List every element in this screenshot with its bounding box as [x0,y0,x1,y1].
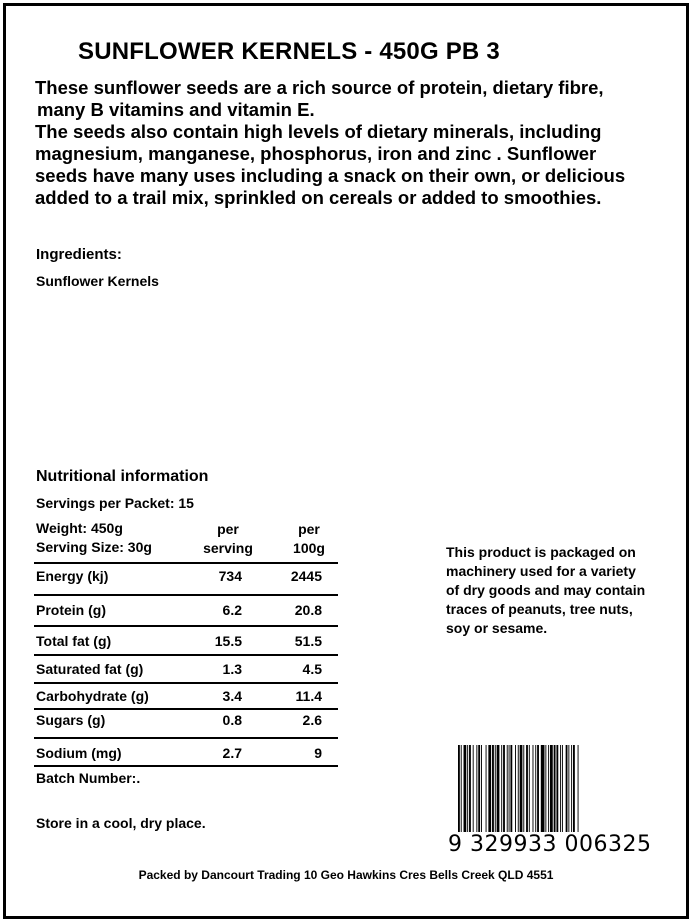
barcode-bar [526,745,528,832]
barcode-bar [529,745,530,832]
product-title: SUNFLOWER KERNELS - 450G PB 3 [78,38,500,65]
barcode-bar [541,745,545,832]
nutrition-table-bottom-rule [34,765,338,767]
batch-number: Batch Number:. [36,770,141,786]
barcode-bar [478,745,480,832]
barcode-bar [495,745,496,832]
barcode-bar [488,745,491,832]
barcode-bar [554,745,556,832]
barcode-bar [545,745,546,832]
barcode-bar [568,745,569,832]
storage-instructions: Store in a cool, dry place. [36,815,206,831]
weight-label: Weight: 450g [36,520,123,536]
nutrition-row-total-fat: Total fat (g) 15.5 51.5 [34,625,338,654]
barcode-bar [523,745,524,832]
allergen-warning: This product is packaged on machinery used for a variety of dry goods and may contain traces of peanuts, tree nuts, soy or sesame. [446,544,646,636]
barcode-bar [497,745,500,832]
product-description [35,77,685,209]
nutrition-table-header [34,520,338,562]
nutrition-row-saturated-fat: Saturated fat (g) 1.3 4.5 [34,654,338,682]
nutrition-table [34,520,338,767]
barcode-bar [501,745,502,832]
description-line: The seeds also contain high levels of dietary minerals, including [35,121,602,142]
barcode-bar [537,745,539,832]
barcode-bar [510,745,512,832]
description-line: many B vitamins and vitamin E. [37,99,315,120]
barcode-bar [562,745,563,832]
nutrition-row-sodium: Sodium (mg) 2.7 9 [34,737,338,765]
barcode-bar [473,745,474,832]
barcode-number: 9 329933 006325 [448,832,652,857]
ingredients-heading: Ingredients: [36,246,122,263]
nutrition-row-sugars: Sugars (g) 0.8 2.6 [34,708,338,737]
barcode-bar [560,745,561,832]
nutrition-row-energy: Energy (kj) 734 2445 [34,562,338,594]
barcode-bar [486,745,487,832]
nutrition-row-protein: Protein (g) 6.2 20.8 [34,594,338,625]
per-serving-header: per serving [203,521,253,556]
per-100g-header: per 100g [293,521,325,556]
barcode-bar [492,745,494,832]
barcode-bar [535,745,536,832]
barcode-bar [556,745,558,832]
barcode-bar [476,745,477,832]
nutrition-row-carbohydrate: Carbohydrate (g) 3.4 11.4 [34,682,338,708]
ingredients-text: Sunflower Kernels [36,273,159,289]
barcode-bar [571,745,572,832]
description-line: magnesium, manganese, phosphorus, iron and zinc . Sunflower [35,143,597,164]
barcode-bar [533,745,534,832]
barcode-bar [467,745,468,832]
barcode-bar [548,745,549,832]
barcode-bar [515,745,516,832]
serving-size-label: Serving Size: 30g [36,539,152,555]
barcode-bar [503,745,505,832]
barcode-bar [566,745,568,832]
barcode-bar [464,745,467,832]
description-line: seeds have many uses including a snack on their own, or delicious [35,165,626,186]
description-line: added to a trail mix, sprinkled on cereals or added to smoothies. [35,187,602,208]
servings-per-packet: Servings per Packet: 15 [36,495,194,511]
barcode-bar [573,745,575,832]
barcode-bar [507,745,508,832]
nutrition-heading: Nutritional information [36,468,209,485]
barcode-bar [481,745,482,832]
packed-by: Packed by Dancourt Trading 10 Geo Hawkins Cres Bells Creek QLD 4551 [138,868,554,882]
barcode-bar [469,745,471,832]
barcode-bar [509,745,510,832]
description-line: These sunflower seeds are a rich source of protein, dietary fibre, [35,77,604,98]
barcode-bar [550,745,553,832]
